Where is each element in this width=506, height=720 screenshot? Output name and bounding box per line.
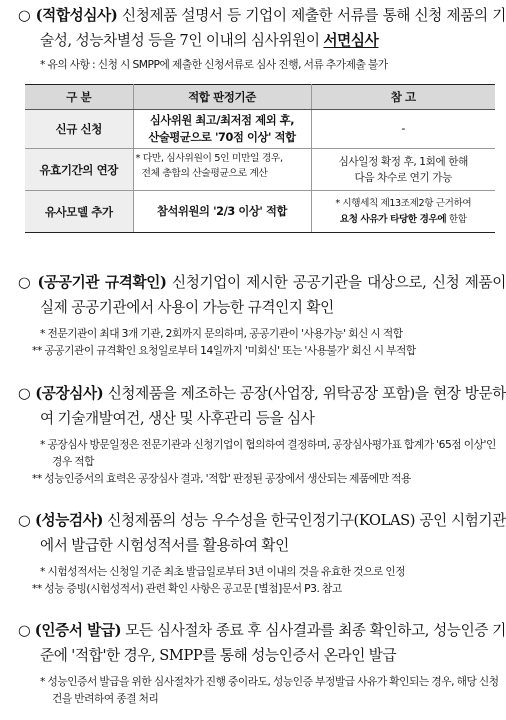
note-text: 한함 [446,213,467,225]
section-text: 신청제품 설명서 등 기업이 제출한 서류를 통해 신청 제품의 기술성, 성능차별성 등을 7인 이내의 심사위원이 [40,7,506,49]
criteria-line: 심사위원 최고/최저점 제외 후, [149,114,295,127]
note-line: 심사일정 확정 후, 1회에 한해 [338,155,468,168]
note-cell [311,149,495,191]
table-row [25,191,495,233]
section-factory-audit [0,381,506,487]
section-title: (적합성심사) [35,7,118,24]
section-title: (공공기관 규격확인) [37,274,167,291]
criteria-note-cell [133,149,311,191]
section-text: 모든 심사절차 종료 후 심사결과를 최종 확인하고, 성능인증 기준에 '적합'한 경우, SMPP를 통해 성능인증서 온라인 발급 [40,622,506,664]
section-title: (성능검사) [34,512,104,529]
note-cell [311,191,495,233]
section-note: ** 성능인증서의 효력은 공장심사 결과, '적합' 판정된 공장에서 생산되는 제품에만 적용 [32,472,411,485]
table-header-cell: 적합 판정기준 [133,85,311,110]
criteria-note-line: 전체 총합의 산술평균으로 계산 [141,168,268,179]
section-text: 신청기업이 제시한 공공기관을 대상으로, 신청 제품이 실제 공공기관에서 사용이 가능한 규격인지 확인 [40,274,506,316]
table-header-cell: 참 고 [311,85,495,110]
criteria-note-line: * 다만, 심사위원이 5인 미만일 경우, [135,153,283,164]
criteria-table [25,84,495,233]
section-note: ** 성능 증빙(시험성적서) 관련 확인 사항은 공고문 [별첨]문서 P3. 참고 [32,582,342,595]
table-row [25,149,495,191]
emphasis-text: 서면심사 [323,32,379,49]
section-note: * 유의 사항 : 신청 시 SMPP에 제출한 신청서류로 심사 진행, 서류 추가제출 불가 [40,58,388,71]
row-label: 유사모델 추가 [25,191,133,233]
section-certificate-issuance [0,618,506,707]
section-title: (공장심사) [35,385,104,402]
section-paragraph [0,508,506,558]
table-header-cell: 구 분 [25,85,133,110]
bullet-icon: ○ [18,7,32,24]
section-text: 신청제품의 성능 우수성을 한국인정기구(KOLAS) 공인 시험기관에서 발급한 시험성적서를 활용하여 확인 [40,512,506,554]
section-paragraph [0,381,506,431]
note-line [316,212,492,228]
section-note: * 공장심사 방문일정은 전문기관과 신청기업이 협의하여 결정하며, 공장심사평가표 합계가 '65점 이상'인 경우 적합 [40,438,496,468]
row-label: 유효기간의 연장 [25,149,133,191]
criteria-line: 산술평균으로 '70점 이상' 적합 [148,131,296,144]
bullet-icon: ○ [18,274,33,291]
table-header-row [25,85,495,110]
bullet-icon: ○ [18,512,31,529]
note-line: * 시행세칙 제13조제2항 근거하여 [335,197,472,209]
note-cell: - [311,110,495,149]
note-line: 다음 차수로 연기 가능 [354,171,452,184]
section-note: * 시험성적서는 신청일 기준 최초 발급일로부터 3년 이내의 것을 유효한 것으로 인정 [40,565,406,578]
section-title: (인증서 발급) [34,622,122,639]
section-paragraph [0,618,506,668]
section-public-spec-check [0,270,506,359]
section-paragraph [0,3,506,53]
bullet-icon: ○ [18,385,31,402]
bullet-icon: ○ [18,622,31,639]
section-note: * 성능인증서 발급을 위한 심사절차가 진행 중이라도, 성능인증 부정발급 사유가 확인되는 경우, 해당 신청 건을 반려하여 종결 처리 [40,675,499,705]
section-note: * 전문기관이 최대 3개 기관, 2회까지 문의하며, 공공기관이 '사용가능' 회신 시 적합 [40,327,403,340]
section-performance-test [0,508,506,597]
criteria-cell: 참석위원의 '2/3 이상' 적합 [133,191,311,233]
criteria-cell [133,110,311,149]
section-suitability-review [0,3,506,73]
section-note: ** 공공기관이 규격확인 요청일로부터 14일까지 '미회신' 또는 '사용불가' 회신 시 부적합 [32,344,416,357]
row-label: 신규 신청 [25,110,133,149]
note-emphasis: 요청 사유가 타당한 경우에 [339,213,447,225]
table-row [25,110,495,149]
section-paragraph [0,270,506,320]
section-text: 신청제품을 제조하는 공장(사업장, 위탁공장 포함)을 현장 방문하여 기술개발여건, 생산 및 사후관리 등을 심사 [40,385,506,427]
